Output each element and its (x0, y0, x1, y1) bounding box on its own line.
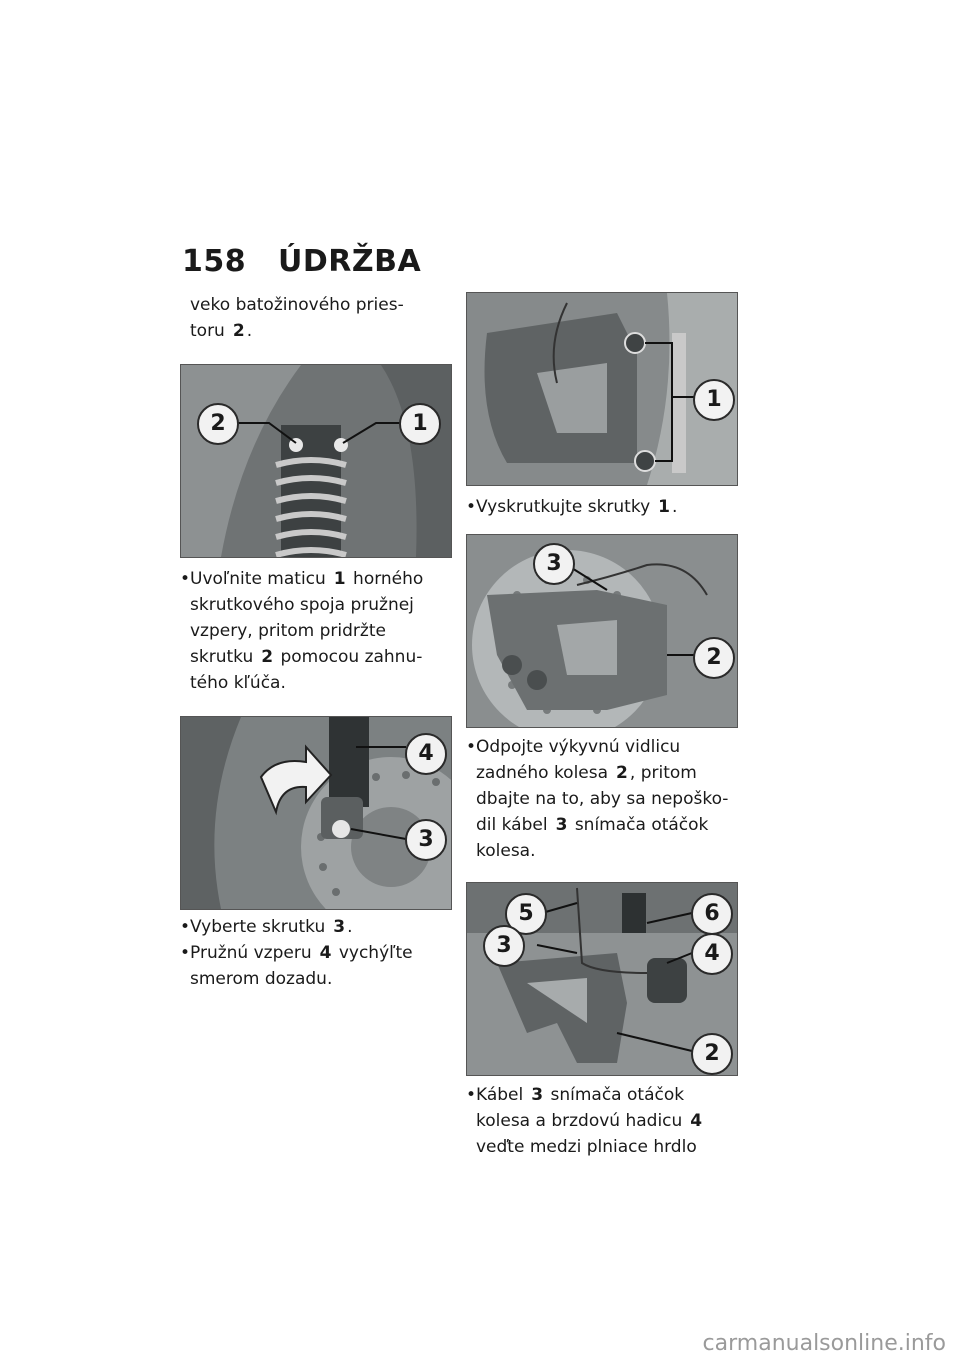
ref-number: 2 (232, 321, 245, 341)
bullet-dot: • (180, 917, 191, 937)
callout-2: 2 (693, 637, 735, 679)
callout-3: 3 (405, 819, 447, 861)
step-remove-screw: • Vyberte skrutku 3 . (180, 914, 452, 940)
bullet-dot: • (180, 569, 191, 589)
page-number: 158 (182, 244, 247, 279)
watermark: carmanualsonline.info (702, 1331, 946, 1356)
page-header (182, 244, 421, 279)
bullet-dot: • (466, 737, 477, 757)
right-column (466, 292, 738, 1160)
callout-4: 4 (691, 933, 733, 975)
bullet-dot: • (180, 943, 191, 963)
callout-1: 1 (399, 403, 441, 445)
callout-4: 4 (405, 733, 447, 775)
photo-shock-top-mount (180, 364, 452, 558)
callout-1: 1 (693, 379, 735, 421)
step-loosen-nut: • Uvoľnite maticu 1 horného skrutkového spoja pružnej vzpery, pritom pridržte skrutku 2 pomocou zahnu-tého kľúča. (180, 566, 452, 696)
step-route-cable: • Kábel 3 snímača otáčok kolesa a brzdovú hadicu 4 veďte medzi plniace hrdlo (466, 1082, 738, 1160)
photo-shock-top-mount-illustration (181, 365, 451, 557)
bullet-dot: • (466, 1085, 477, 1105)
step-disconnect-swingarm: • Odpojte výkyvnú vidlicu zadného kolesa 2 , pritom dbajte na to, aby sa nepoško-dil kábel 3 snímača otáčok kolesa. (466, 734, 738, 864)
photo-swingarm-disconnect-illustration (467, 535, 737, 727)
photo-swingarm-disconnect (466, 534, 738, 728)
photo-shock-bottom-mount (180, 716, 452, 910)
callout-6: 6 (691, 893, 733, 935)
photo-swingarm-screws (466, 292, 738, 486)
left-column (180, 292, 452, 992)
callout-3: 3 (483, 925, 525, 967)
step-unscrew-screws: • Vyskrutkujte skrutky 1 . (466, 494, 738, 520)
callout-2: 2 (197, 403, 239, 445)
bullet-dot: • (466, 497, 477, 517)
section-title: ÚDRŽBA (278, 244, 422, 279)
callout-2: 2 (691, 1033, 733, 1075)
photo-cable-routing (466, 882, 738, 1076)
callout-3: 3 (533, 543, 575, 585)
step-swing-shock: • Pružnú vzperu 4 vychýľte smerom dozadu. (180, 940, 452, 992)
callout-5: 5 (505, 893, 547, 935)
intro-text: veko batožinového pries-toru 2 . (190, 295, 404, 341)
